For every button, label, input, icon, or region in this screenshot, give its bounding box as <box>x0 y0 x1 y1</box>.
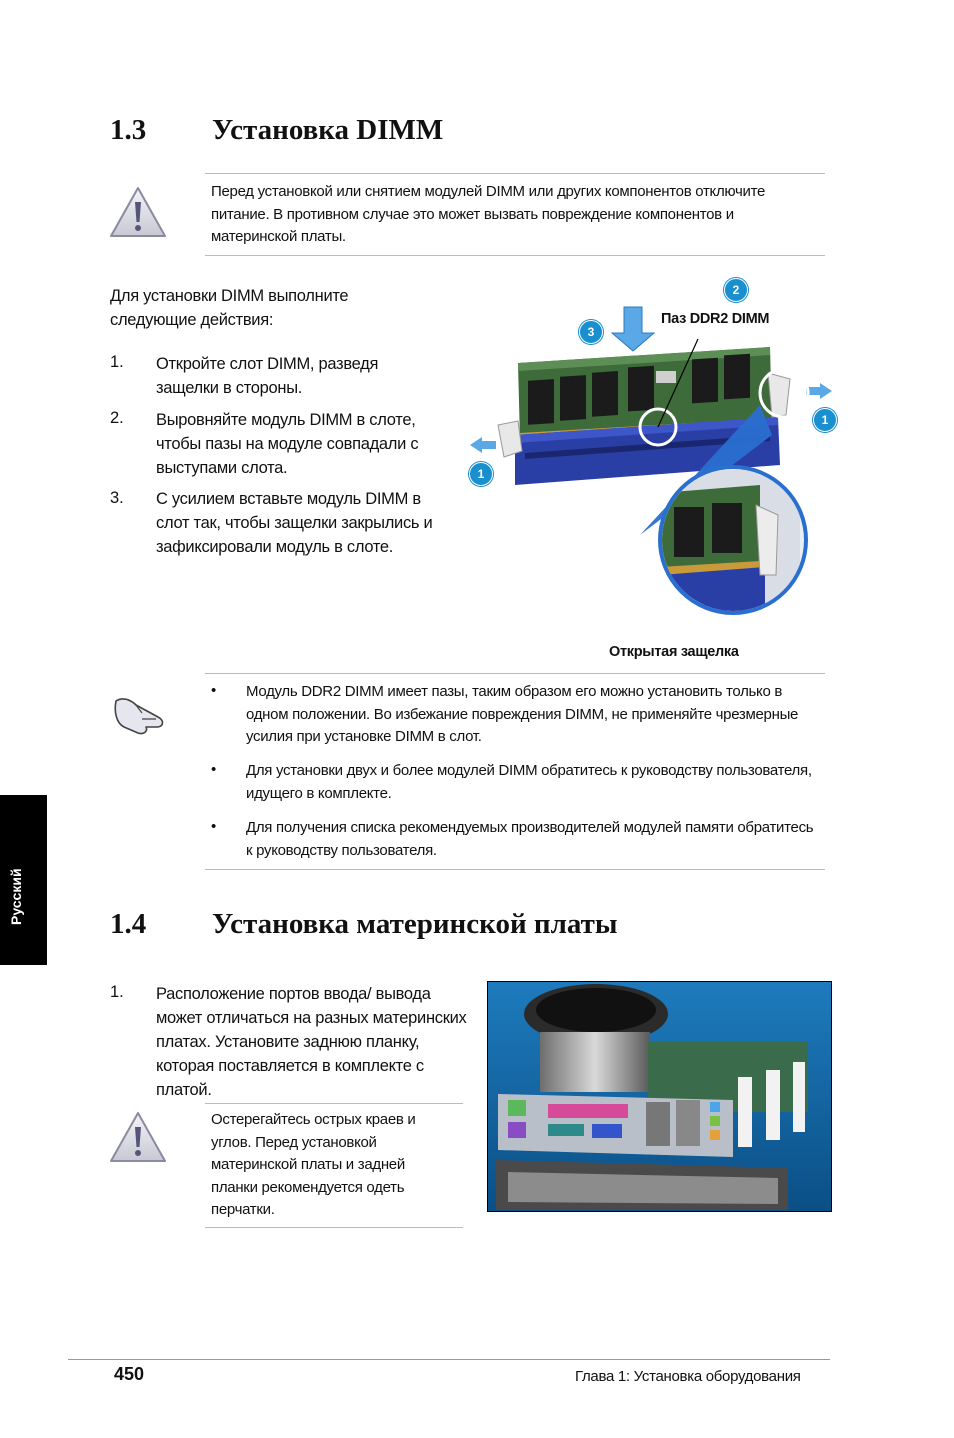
section-title-1-3: Установка DIMM <box>212 114 444 146</box>
step-number: 3. <box>110 489 124 507</box>
step-badge-2: 2 <box>724 278 748 302</box>
divider <box>205 173 825 174</box>
language-side-label: Русский <box>8 868 24 925</box>
note-text: Модуль DDR2 DIMM имеет пазы, таким образом его можно установить только в одном положении. Во избежание повреждения DIMM, не применяйте чрезмерные усилия при установке DIMM в слот. <box>246 683 799 745</box>
step-badge-1: 1 <box>813 408 837 432</box>
step-text: Расположение портов ввода/ вывода может отличаться на разных материнских платах. Установите заднюю планку, которая поставляется в комплекте с платой. <box>156 985 467 1099</box>
section-number-1-3: 1.3 <box>110 114 147 146</box>
step-number: 1. <box>110 983 124 1001</box>
caution-triangle-icon <box>108 1110 168 1170</box>
divider <box>205 1103 463 1104</box>
step-text: Выровняйте модуль DIMM в слоте, чтобы пазы на модуле совпадали с выступами слота. <box>156 411 419 477</box>
note-text: Для установки двух и более модулей DIMM обратитесь к руководству пользователя, идущего в комплекте. <box>246 762 812 802</box>
divider <box>205 869 825 870</box>
step-number: 2. <box>110 409 124 427</box>
step-text: С усилием вставьте модуль DIMM в слот так, чтобы защелки закрылись и зафиксировали модуль в слоте. <box>156 490 433 556</box>
note-text: Для получения списка рекомендуемых производителей модулей памяти обратитесь к руководству пользователя. <box>246 819 814 859</box>
bullet: • <box>211 682 217 699</box>
caution-triangle-icon <box>108 185 168 245</box>
chapter-title: Глава 1: Установка оборудования <box>575 1368 801 1385</box>
divider <box>205 1227 463 1228</box>
latch-label: Открытая защелка <box>609 644 739 660</box>
footer-rule <box>68 1359 830 1360</box>
step-text: Откройте слот DIMM, разведя защелки в стороны. <box>156 355 379 397</box>
page-number: 450 <box>114 1364 145 1384</box>
divider <box>205 673 825 674</box>
caution-text: Перед установкой или снятием модулей DIMM или других компонентов отключите питание. В противном случае это может вызвать повреждение компонентов и материнской платы. <box>211 183 766 245</box>
step-badge-3: 3 <box>579 320 603 344</box>
divider <box>205 255 825 256</box>
section-number-1-4: 1.4 <box>110 908 147 940</box>
notch-label: Паз DDR2 DIMM <box>661 311 770 327</box>
bullet: • <box>211 761 217 778</box>
intro-text: Для установки DIMM выполните следующие действия: <box>110 287 349 329</box>
step-number: 1. <box>110 353 124 371</box>
caution-text: Остерегайтесь острых краев и углов. Перед установкой материнской платы и задней планки рекомендуется одеть перчатки. <box>211 1111 416 1218</box>
motherboard-io-photo <box>487 981 832 1212</box>
section-title-1-4: Установка материнской платы <box>212 908 618 940</box>
step-badge-1: 1 <box>469 462 493 486</box>
bullet: • <box>211 818 217 835</box>
dimm-install-figure <box>460 275 840 635</box>
hand-pointer-icon <box>112 693 168 742</box>
